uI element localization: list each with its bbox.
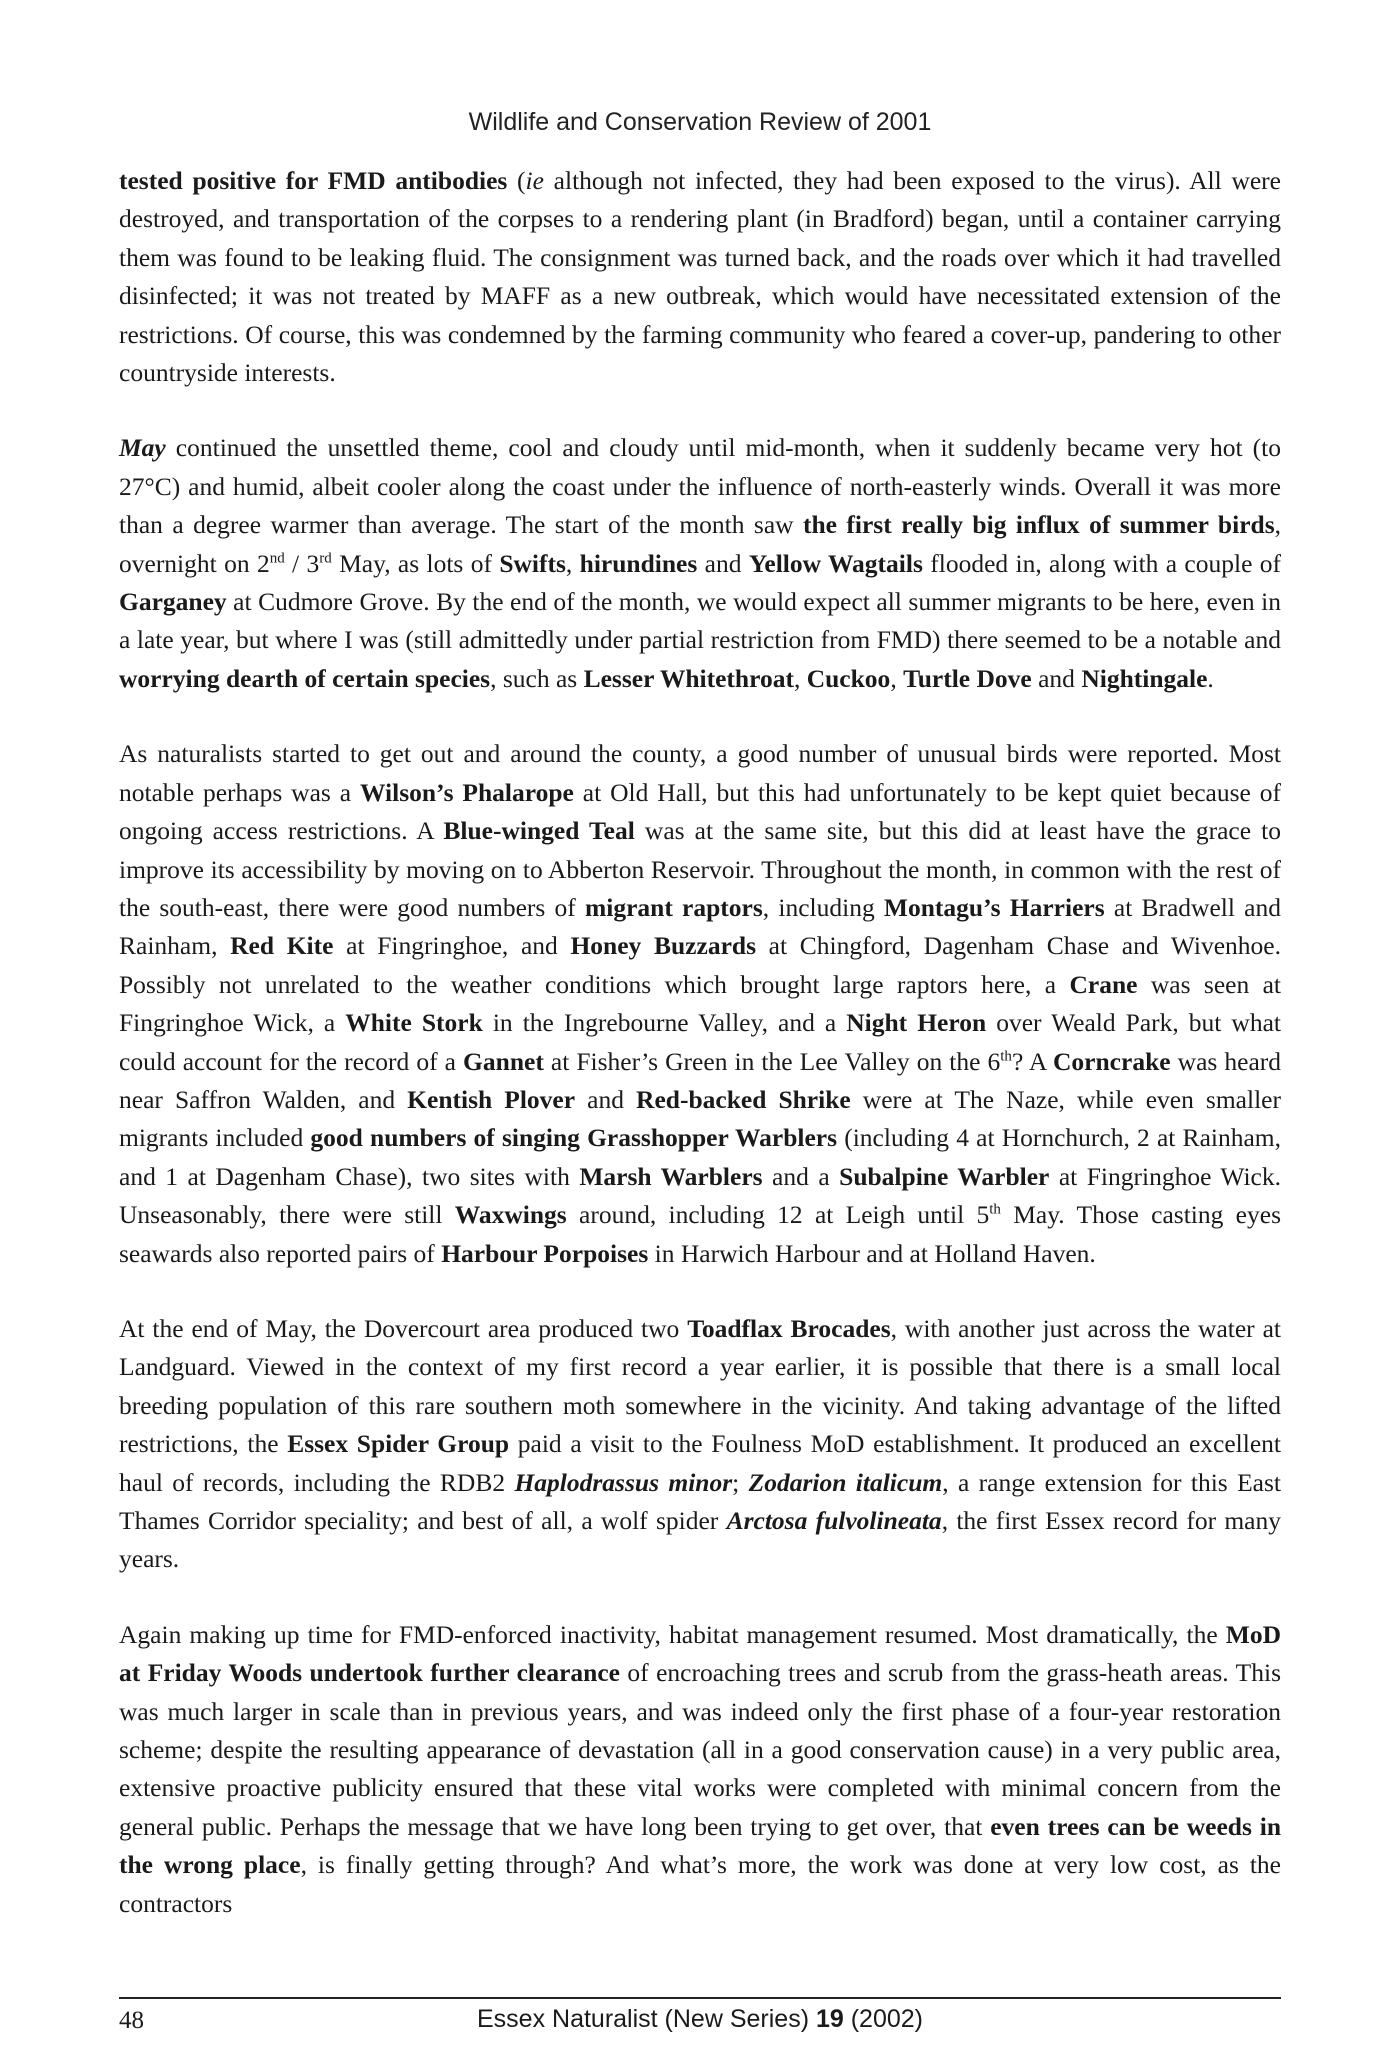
article-body [119,162,1281,1923]
emphasis-run: good numbers of singing Grasshopper Warblers [310,1123,838,1153]
text-run: was seen at Fingringhoe Wick, a [119,969,1282,1038]
text-run: , such as [490,663,584,693]
journal-year: (2002) [843,2005,923,2033]
text-run: at Fingringhoe, and [333,931,571,961]
text-run: in Harwich Harbour and at Holland Haven. [648,1238,1096,1268]
emphasis-run: Waxwings [454,1200,567,1230]
emphasis-run: the first really big influx of summer birds [803,510,1275,540]
emphasis-run: Marsh Warblers [579,1161,763,1191]
text-run: / 3 [284,548,320,578]
journal-name: Essex Naturalist (New Series) [476,2005,816,2033]
emphasis-run: Montagu’s Harriers [883,892,1105,922]
emphasis-run: MoD at Friday Woods undertook further clearance [119,1619,1281,1688]
text-run: at Cudmore Grove. By the end of the month, we would expect all summer migrants to be here, even in a late year, but where I was (still admittedly under partial restriction from FMD) there seemed to be a notable and [119,587,1281,655]
emphasis-run: Night Heron [846,1008,987,1038]
emphasis-run: Essex Spider Group [287,1429,510,1459]
text-run: paid a visit to the Foulness MoD establishment. It produced an excellent haul of records, including the RDB2 [119,1429,1281,1497]
emphasis-run: Toadflax Brocades [687,1313,891,1343]
emphasis-run: th [989,1201,1001,1218]
page-number: 48 [119,2007,144,2034]
text-run: May. Those casting eyes seawards also reported pairs of [119,1200,1281,1268]
text-run: although not infected, they had been exposed to the virus). All were destroyed, and transportation of the corpses to a rendering plant (in Bradford) began, until a container carrying them was found to be leaking fluid. The consignment was turned back, and the roads over which it had travelled disinfected; it was not treated by MAFF as a new outbreak, which would have necessitated extension of the restrictions. Of course, this was condemned by the farming community who feared a cover-up, pandering to other countryside interests. [119,166,1281,388]
text-run: , overnight on 2 [119,510,1281,578]
emphasis-run: rd [319,550,332,567]
emphasis-run: even trees can be weeds in the wrong place [119,1811,1282,1880]
text-run: was at the same site, but this did at least have the grace to improve its accessibility by moving on to Abberton Reservoir. Throughout the month, in common with the rest of the south-east, there were good numbers of [119,816,1281,922]
text-run: , [565,548,580,578]
emphasis-run: White Stork [345,1008,483,1038]
text-run: , is finally getting through? And what’s more, the work was done at very low cost, as the contractors [119,1850,1281,1918]
emphasis-run: Yellow Wagtails [748,548,923,578]
emphasis-run: tested positive for FMD antibodies [119,166,508,195]
text-run: ? A [1011,1046,1054,1076]
journal-volume: 19 [815,2005,844,2033]
emphasis-run: Arctosa fulvolineata [726,1506,942,1535]
text-run: , with another just across the water at Landguard. Viewed in the context of my first record a year earlier, it is possible that there is a small local breeding population of this rare southern moth somewhere in the vicinity. And taking advantage of the lifted restrictions, the [119,1313,1281,1459]
emphasis-run: Corncrake [1053,1046,1171,1076]
text-run: May, as lots of [331,548,500,578]
emphasis-run: Gannet [463,1046,544,1076]
text-run: As naturalists started to get out and around the county, a good number of unusual birds were reported. Most notable perhaps was a [119,739,1281,807]
text-run: , [793,663,807,693]
text-run: were at The Naze, while even smaller migrants included [119,1084,1281,1153]
emphasis-run: May [119,433,166,463]
paragraph [119,1310,1281,1579]
emphasis-run: Lesser Whitethroat [583,663,794,693]
emphasis-run: Subalpine Warbler [839,1161,1050,1191]
text-run: at Bradwell and Rainham, [119,892,1281,961]
text-run: and a [762,1161,840,1191]
text-run: flooded in, along with a couple of [922,548,1281,578]
paragraph [119,735,1281,1273]
emphasis-run: Honey Buzzards [570,931,756,961]
text-run: , [890,663,904,693]
emphasis-run: Kentish Plover [407,1084,576,1114]
text-run: , a range extension for this East Thames Corridor speciality; and best of all, a wolf spider [119,1467,1281,1535]
emphasis-run: Red-backed Shrike [636,1084,851,1114]
text-run: continued the unsettled theme, cool and cloudy until mid-month, when it suddenly became very hot (to 27°C) and humid, albeit cooler along the coast under the influence of north-easterly winds. Overall it was more than a degree warmer than average. The start of the month saw [119,433,1281,540]
text-run: ( [507,166,526,195]
text-run: of encroaching trees and scrub from the grass-heath areas. This was much larger in scale than in previous years, and was indeed only the first phase of a four-year restoration scheme; despite the resulting appearance of devastation (all in a good conservation cause) in a very public area, extensive proactive publicity ensured that these vital works were completed with minimal concern from the general public. Perhaps the message that we have long been trying to get over, that [119,1658,1281,1841]
emphasis-run: Harbour Porpoises [441,1238,649,1268]
text-run: and [697,548,749,578]
emphasis-run: Haplodrassus minor [514,1467,733,1497]
emphasis-run: migrant raptors [585,892,763,922]
text-run: (including 4 at Hornchurch, 2 at Rainham, and 1 at Dagenham Chase), two sites with [119,1123,1281,1191]
emphasis-run: worrying dearth of certain species [119,663,491,693]
emphasis-run: Turtle Dove [903,663,1032,693]
text-run: , including [762,892,884,922]
emphasis-run: Garganey [119,587,227,617]
text-run: in the Ingrebourne Valley, and a [482,1008,847,1038]
emphasis-run: nd [269,550,285,567]
text-run: and [1031,663,1082,693]
emphasis-run: ie [525,166,544,195]
text-run: at Fisher’s Green in the Lee Valley on the 6 [543,1046,1001,1076]
text-run: over Weald Park, but what could account for the record of a [119,1008,1281,1076]
text-run: Again making up time for FMD-enforced inactivity, habitat management resumed. Most dramatically, the [119,1619,1226,1649]
emphasis-run: Nightingale [1081,663,1208,693]
paragraph [119,162,1281,392]
text-run: around, including 12 at Leigh until 5 [566,1200,990,1230]
text-run: at Chingford, Dagenham Chase and Wivenhoe. Possibly not unrelated to the weather conditions which brought large raptors here, a [119,931,1281,999]
text-run: at Old Hall, but this had unfortunately to be kept quiet because of ongoing access restrictions. A [119,777,1282,846]
footer-rule [119,1997,1281,1999]
text-run: , the first Essex record for many years. [119,1506,1281,1574]
emphasis-run: Zodarion italicum [748,1467,943,1497]
emphasis-run: Red Kite [230,931,334,961]
running-header: Wildlife and Conservation Review of 2001 [468,108,932,136]
emphasis-run: Blue-winged Teal [443,816,635,846]
emphasis-run: Cuckoo [806,663,891,693]
emphasis-run: Swifts [499,548,566,578]
emphasis-run: hirundines [579,548,698,578]
text-run: At the end of May, the Dovercourt area produced two [119,1313,688,1343]
text-run: ; [732,1467,749,1497]
paragraph [119,1616,1281,1923]
emphasis-run: th [1000,1048,1012,1065]
emphasis-run: Crane [1069,969,1138,999]
text-run: at Fingringhoe Wick. Unseasonably, there were still [119,1161,1281,1230]
emphasis-run: Wilson’s Phalarope [359,777,574,807]
text-run: was heard near Saffron Walden, and [119,1046,1282,1114]
text-run: and [575,1084,637,1114]
paragraph [119,429,1281,698]
journal-citation [0,2005,1400,2034]
text-run: . [1207,663,1214,693]
